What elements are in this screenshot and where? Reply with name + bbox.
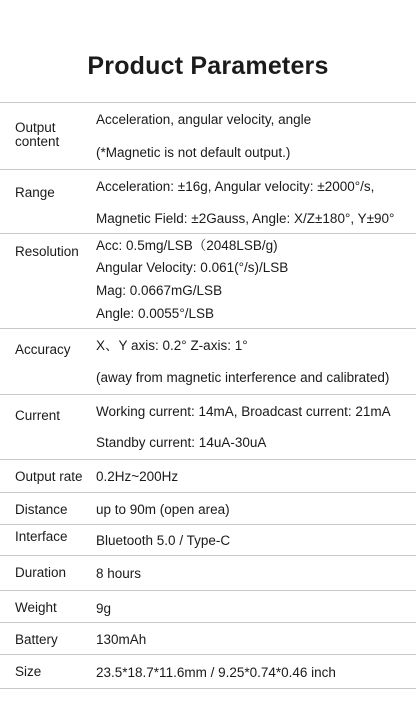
param-label: Current: [15, 408, 61, 423]
param-value: Acc: 0.5mg/LSB（2048LSB/g): [96, 238, 278, 253]
param-value: Acceleration: ±16g, Angular velocity: ±2000°/s,: [96, 179, 375, 194]
param-value: Angle: 0.0055°/LSB: [96, 306, 214, 321]
param-row-current: [0, 395, 416, 460]
param-value: 9g: [96, 601, 112, 616]
param-row-accuracy: [0, 329, 416, 395]
param-value: Working current: 14mA, Broadcast current: 21mA: [96, 404, 391, 419]
param-value: Bluetooth 5.0 / Type-C: [96, 533, 231, 548]
param-row-resolution: [0, 234, 416, 329]
parameters-table: [0, 102, 416, 689]
param-row-size: [0, 655, 416, 689]
param-label: Distance: [15, 502, 68, 517]
param-value: up to 90m (open area): [96, 502, 230, 517]
param-value: 23.5*18.7*11.6mm / 9.25*0.74*0.46 inch: [96, 665, 336, 680]
param-value: (*Magnetic is not default output.): [96, 145, 291, 160]
param-row-battery: [0, 623, 416, 655]
param-value: X、Y axis: 0.2° Z-axis: 1°: [96, 338, 248, 353]
param-value: Acceleration, angular velocity, angle: [96, 112, 312, 127]
param-row-weight: [0, 591, 416, 623]
param-value: 8 hours: [96, 566, 142, 581]
param-value: 130mAh: [96, 632, 147, 647]
param-label: Resolution: [15, 244, 79, 259]
param-value: Mag: 0.0667mG/LSB: [96, 283, 223, 298]
param-row-output-content: [0, 103, 416, 170]
param-row-output-rate: [0, 460, 416, 493]
param-value: Angular Velocity: 0.061(°/s)/LSB: [96, 260, 289, 275]
param-row-interface: [0, 525, 416, 556]
param-label: Weight: [15, 600, 57, 615]
param-value: 0.2Hz~200Hz: [96, 469, 179, 484]
param-label: Range: [15, 185, 55, 200]
param-label: Duration: [15, 565, 67, 580]
param-label: Output content: [15, 120, 60, 149]
param-value: Standby current: 14uA-30uA: [96, 435, 267, 450]
page-title: Product Parameters: [87, 52, 329, 80]
param-row-duration: [0, 556, 416, 591]
param-label: Interface: [15, 529, 68, 544]
param-row-range: [0, 170, 416, 234]
param-value: (away from magnetic interference and calibrated): [96, 370, 390, 385]
param-label: Output rate: [15, 469, 83, 484]
param-row-distance: [0, 493, 416, 525]
param-label: Battery: [15, 632, 58, 647]
param-value: Magnetic Field: ±2Gauss, Angle: X/Z±180°, Y±90°: [96, 211, 395, 226]
param-label: Size: [15, 664, 42, 679]
param-label: Accuracy: [15, 342, 71, 357]
